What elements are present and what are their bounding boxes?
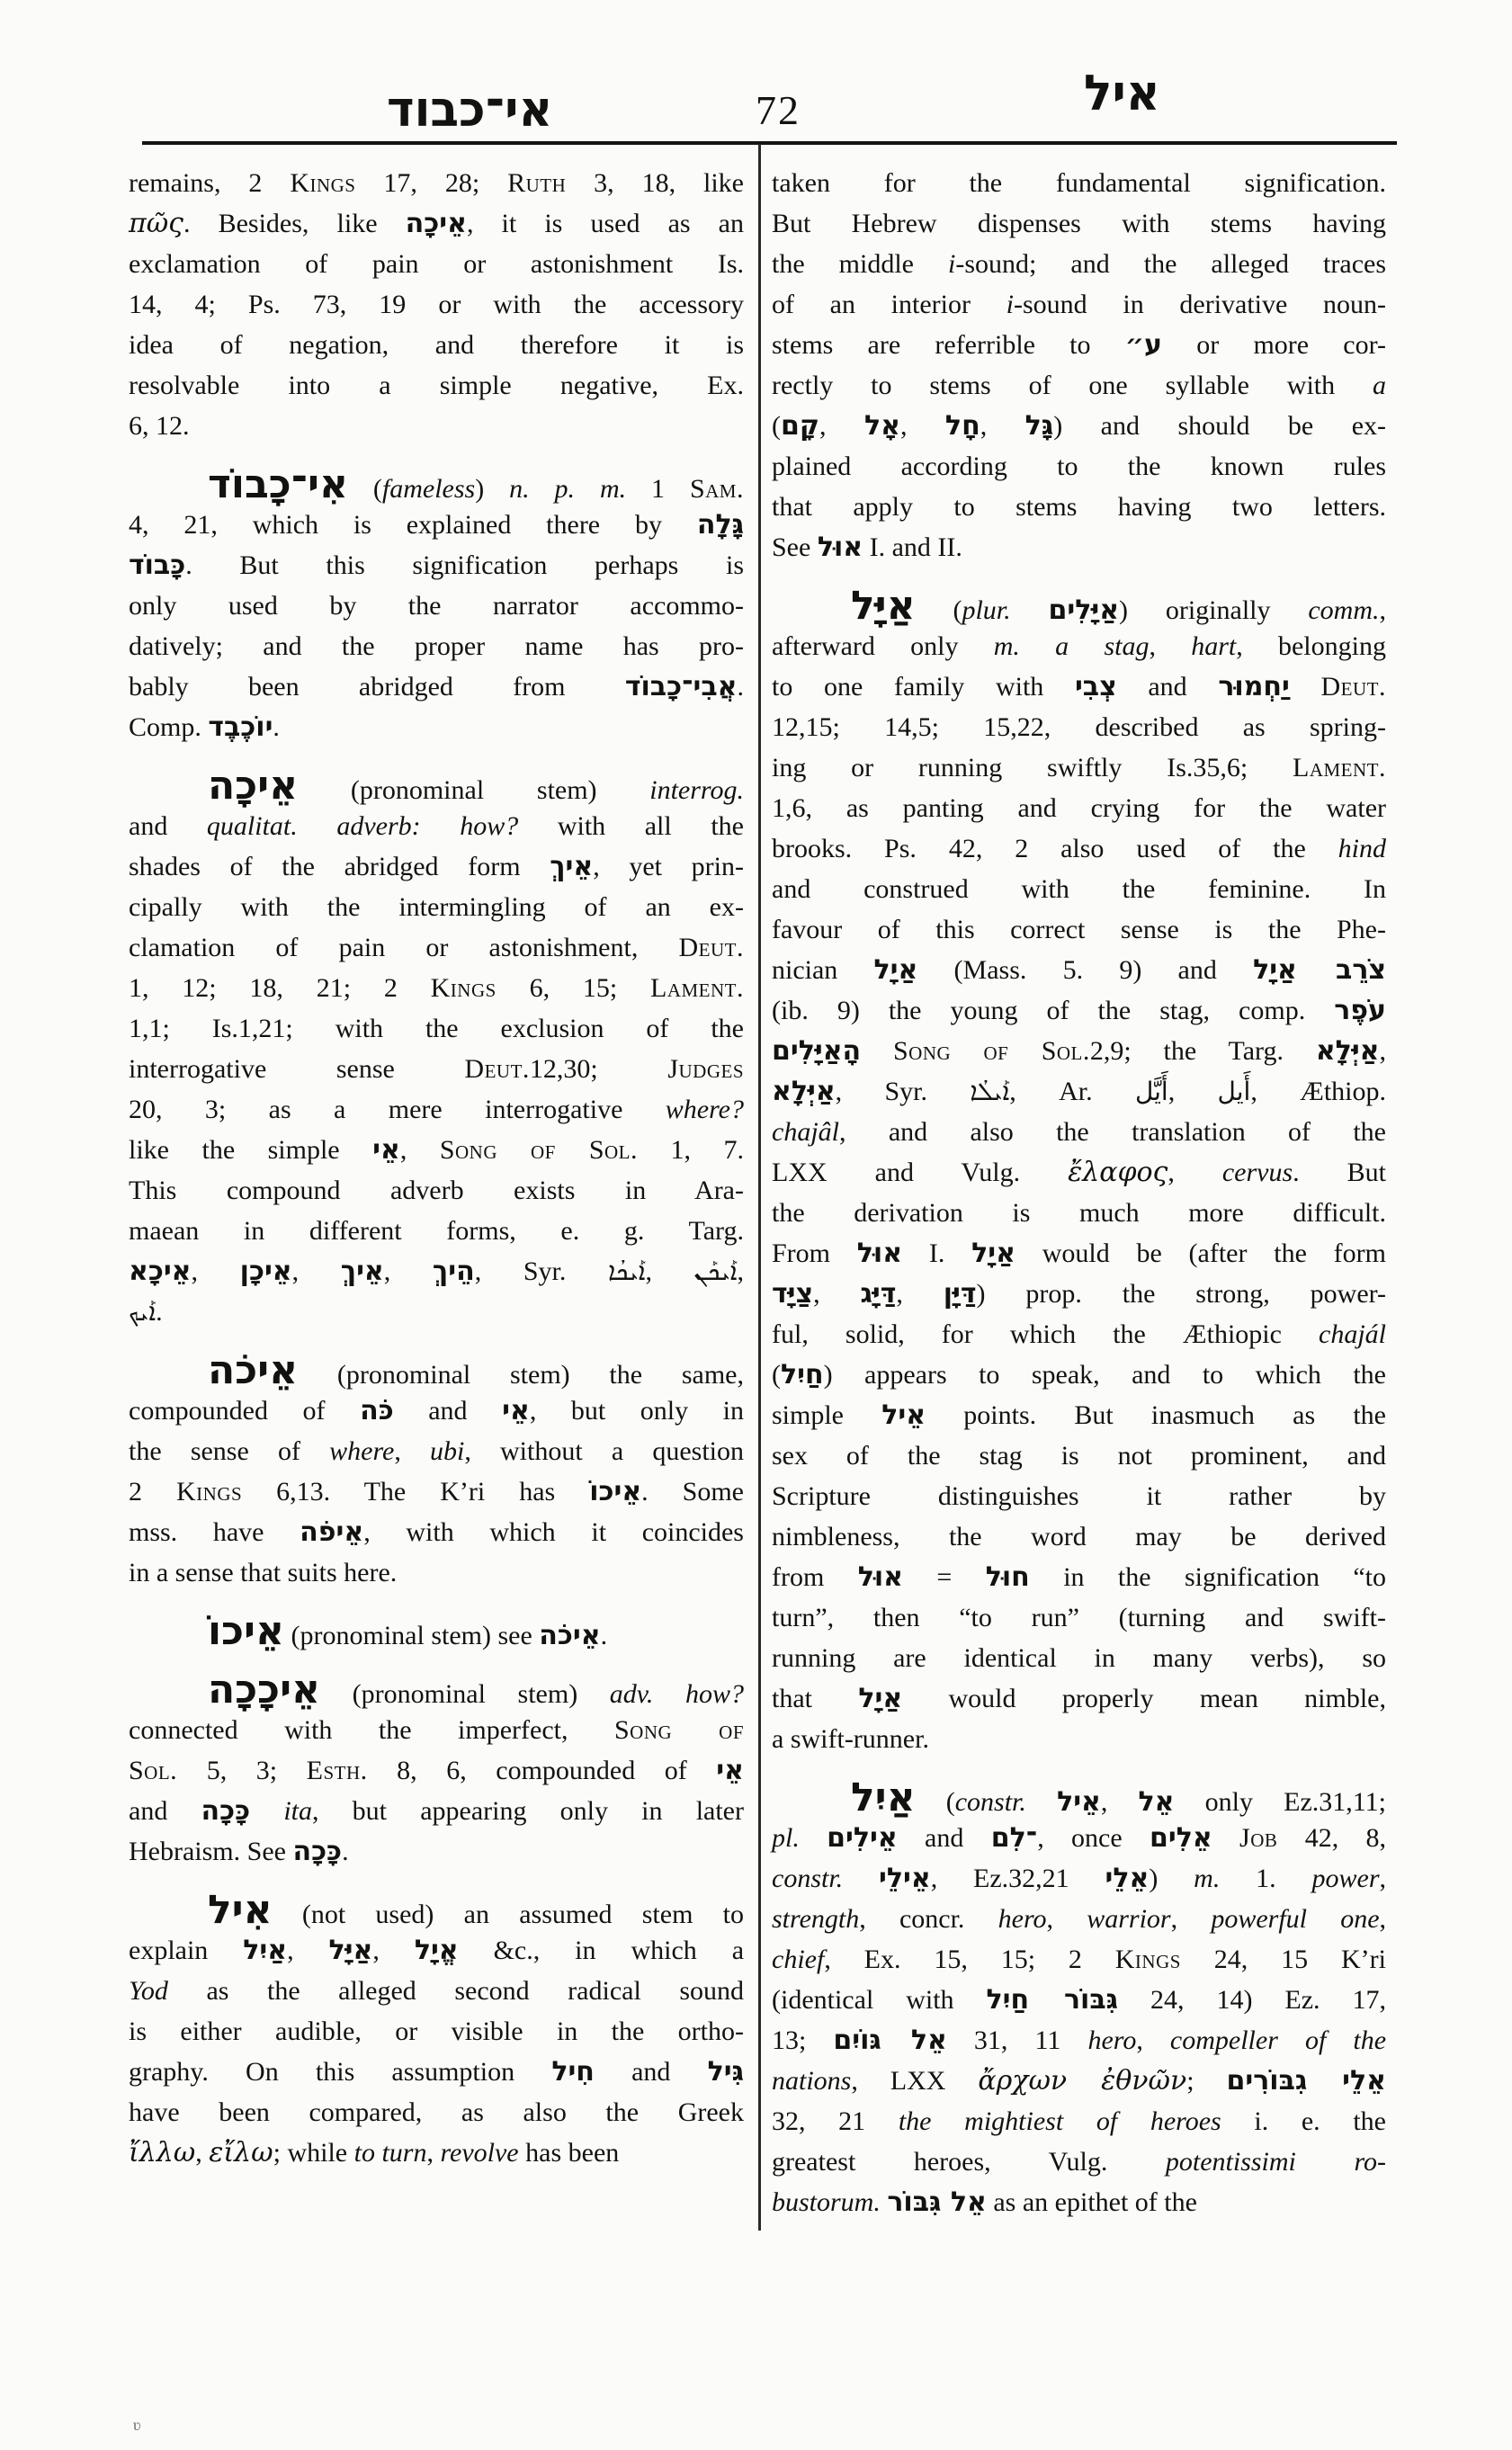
text-line: Hebraism. See כָּכָה. <box>129 1836 349 1867</box>
hebrew-headword: אֵיכוֹ <box>208 1608 285 1654</box>
italic-text: qualitat. adverb: how? <box>206 811 519 841</box>
text-line: that אַיָל would properly mean nimble, <box>772 1683 1386 1714</box>
text-line: אַיָּל (plur. אַיָּלִים) originally comm., <box>851 583 1387 629</box>
text-line: simple אֵיל points. But inasmuch as the <box>772 1399 1387 1431</box>
small-caps-reference: Song of Sol. <box>439 1135 639 1165</box>
small-caps-reference: Song of Sol. <box>893 1036 1090 1066</box>
text-line: brooks. Ps. 42, 2 also used of the hind <box>772 834 1386 863</box>
text-line: to one family with צְבִי and יַחְמוּר Deut. <box>772 671 1387 702</box>
text-line: favour of this correct sense is the Phe- <box>772 915 1386 944</box>
small-caps-reference: Kings <box>290 168 356 198</box>
text-line: a swift-runner. <box>772 1724 929 1754</box>
italic-text: plur. <box>962 595 1011 625</box>
text-line: 13; אֵל גּוֹיִם 31, 11 hero, compeller of the <box>772 2025 1387 2056</box>
text-line: clamation of pain or astonishment, Deut. <box>129 933 744 962</box>
italic-text: the mightiest of heroes <box>898 2106 1221 2136</box>
text-line: bably been abridged from אֲבִי־כָבוֹד. <box>129 671 744 702</box>
text-line: greatest heroes, Vulg. potentissimi ro- <box>772 2147 1386 2177</box>
text-line: constr. אֵילֵי, Ez.32,21 אֵלֵי) m. 1. power, <box>772 1863 1386 1894</box>
italic-text: interrog. <box>649 775 744 805</box>
hebrew-word: אַיְּלָא <box>772 1076 836 1107</box>
italic-text: powerful one <box>1211 1904 1380 1934</box>
text-line: 1,1; Is.1,21; with the exclusion of the <box>129 1014 744 1043</box>
hebrew-headword: אֵיכֹה <box>208 1347 299 1393</box>
text-line: chajâl, and also the translation of the <box>772 1117 1386 1147</box>
dictionary-paragraph <box>129 765 744 1332</box>
text-line: interrogative sense Deut.12,30; Judges <box>129 1054 745 1084</box>
italic-text: hart <box>1191 631 1237 661</box>
text-line: shades of the abridged form אֵיךְ, yet prin- <box>129 851 744 882</box>
hebrew-word: צַיָּד <box>772 1278 814 1310</box>
text-line: graphy. On this assumption חִיל and גִּיל <box>129 2056 744 2088</box>
hebrew-word: גָּלָה <box>696 509 744 541</box>
hebrew-headword: אַיָּל <box>851 583 916 629</box>
small-caps-reference: Kings <box>176 1477 243 1507</box>
hebrew-word: גָּל <box>1024 410 1054 442</box>
hebrew-word: אֵיךְ <box>550 851 594 882</box>
text-line: chief, Ex. 15, 15; 2 Kings 24, 15 K’ri <box>772 1945 1386 1974</box>
text-line: rectly to stems of one syllable with a <box>772 371 1386 400</box>
italic-text: ubi <box>430 1436 465 1466</box>
text-line: 1, 12; 18, 21; 2 Kings 6, 15; Lament. <box>129 973 744 1003</box>
text-line: This compound adverb exists in Ara- <box>129 1176 744 1205</box>
italic-text: fameless <box>381 474 476 504</box>
column-divider-rule <box>758 144 761 2231</box>
text-line: from אוּל = חוּל in the signification “to <box>772 1561 1386 1593</box>
stray-ink-mark: ʋ <box>133 2416 141 2434</box>
hebrew-word: צְבִי <box>1074 671 1117 702</box>
hebrew-word: קָם <box>781 410 819 442</box>
text-line: 1,6, as panting and crying for the water <box>772 793 1386 823</box>
italic-text: strength <box>772 1904 860 1934</box>
text-line: ing or running swiftly Is.35,6; Lament. <box>772 753 1386 782</box>
small-caps-reference: Sam. <box>689 474 744 504</box>
dictionary-paragraph <box>129 1669 744 1872</box>
text-line: exclamation of pain or astonishment Is. <box>129 249 744 279</box>
hebrew-word: אַיָל <box>873 954 918 986</box>
small-caps-reference: Esth. <box>306 1756 368 1785</box>
text-line: אִיל (not used) an assumed stem to <box>208 1887 744 1933</box>
text-line: nations, LXX ἄρχων ἐθνῶν; אֵלֵי גִבּוֹרִים <box>772 2065 1386 2097</box>
hebrew-word: יַחְמוּר <box>1218 671 1290 702</box>
italic-text: power <box>1311 1864 1380 1893</box>
text-line: (קָם, אָל, חָל, גָּל) and should be ex- <box>772 410 1387 442</box>
header-left-keyword: אי־כבוד <box>387 81 553 139</box>
italic-text: a <box>1373 371 1386 400</box>
italic-text: Yod <box>129 1976 168 2006</box>
text-line: צַיָּד, דַּיָּג, דַּיָּן) prop. the strong, power- <box>772 1278 1387 1310</box>
hebrew-word: אֵיכוֹ <box>589 1476 642 1507</box>
hebrew-word: חוּל <box>985 1561 1030 1593</box>
small-caps-reference: Sol. <box>129 1756 178 1785</box>
text-line: bustorum. אֵל גִּבּוֹר as an epithet of the <box>772 2186 1197 2218</box>
italic-text: chief <box>772 1945 825 1974</box>
hebrew-word: אַיְּלָא <box>1315 1035 1380 1067</box>
text-line: mss. have אֵיפֹה, with which it coincides <box>129 1516 744 1548</box>
hebrew-word: אַיָל <box>858 1683 903 1714</box>
hebrew-headword: אִיל <box>208 1887 273 1933</box>
hebrew-word: אֵלִים <box>1149 1822 1212 1854</box>
small-caps-reference: Kings <box>430 973 497 1003</box>
hebrew-word: אֵילִים <box>827 1822 898 1854</box>
text-line: the sense of where, ubi, without a question <box>129 1436 744 1466</box>
small-caps-reference: Kings <box>1114 1945 1181 1974</box>
text-line: (חַיִל) appears to speak, and to which the <box>772 1359 1386 1390</box>
text-line: 12,15; 14,5; 15,22, described as spring- <box>772 712 1386 742</box>
text-line: כָּבוֹד. But this signification perhaps is <box>129 550 744 581</box>
hebrew-word: חִיל <box>551 2056 595 2088</box>
hebrew-word: אֵי <box>372 1134 400 1166</box>
hebrew-word: אֵיכָה <box>405 208 467 239</box>
text-line: sex of the stag is not prominent, and <box>772 1441 1386 1471</box>
small-caps-reference: Lament. <box>1293 753 1386 782</box>
italic-text: n. p. m. <box>509 474 627 504</box>
page-number: 72 <box>756 87 801 133</box>
text-line: אֵיכָה (pronominal stem) interrog. <box>208 763 744 809</box>
italic-text: chajál <box>1319 1319 1386 1349</box>
dictionary-paragraph <box>772 583 1387 1759</box>
greek-word: ἔλαφος <box>1068 1157 1168 1188</box>
text-line: אֵיכֹה (pronominal stem) the same, <box>208 1347 744 1393</box>
italic-text: pl. <box>772 1823 800 1853</box>
italic-text: i <box>948 249 956 279</box>
text-line: 2 Kings 6,13. The K’ri has אֵיכוֹ. Some <box>129 1476 744 1507</box>
italic-text: cervus <box>1221 1158 1293 1187</box>
dictionary-paragraph <box>772 1777 1386 2222</box>
arabic-word: أَيَّل <box>1134 1077 1168 1106</box>
text-line: ful, solid, for which the Æthiopic chajál <box>772 1319 1386 1349</box>
text-line: strength, concr. hero, warrior, powerful one, <box>772 1904 1387 1934</box>
hebrew-word: אַיָּל <box>328 1935 373 1966</box>
hebrew-word: הָאַיָּלִים <box>772 1035 862 1067</box>
text-line: ܐܰܝܟ. <box>129 1297 163 1327</box>
italic-text: adv. how? <box>609 1679 744 1709</box>
hebrew-word: אֵיל <box>1057 1786 1101 1818</box>
text-line: nimbleness, the word may be derived <box>772 1522 1386 1551</box>
hebrew-word: כָּכָה <box>201 1795 251 1827</box>
text-line: From אוּל I. אַיָל would be (after the form <box>772 1238 1386 1269</box>
text-line: idea of negation, and therefore it is <box>129 330 744 360</box>
header-right-keyword: איל <box>1084 65 1160 122</box>
small-caps-reference: Song of <box>613 1715 745 1745</box>
hebrew-word: גִּבּוֹר חַיִל <box>986 1984 1119 2016</box>
hebrew-word: אֵיל <box>881 1399 926 1431</box>
hebrew-word: אֵיפֹה <box>300 1516 364 1548</box>
text-line: resolvable into a simple negative, Ex. <box>129 371 744 400</box>
hebrew-word: אֵלֵי גִבּוֹרִים <box>1226 2065 1386 2097</box>
syriac-word: ܐܰܝܟܰܢ <box>693 1256 738 1286</box>
hebrew-headword: אַיִל <box>851 1775 916 1820</box>
syriac-word: ܐܰܝܟܳܐ <box>608 1256 646 1286</box>
text-line: have been compared, as also the Greek <box>129 2097 744 2127</box>
text-line: πῶς. Besides, like אֵיכָה, it is used as an <box>129 208 744 239</box>
italic-text: nations <box>772 2066 852 2096</box>
text-line: אִי־כָבוֹד (fameless) n. p. m. 1 Sam. <box>208 461 744 507</box>
hebrew-word: אֲבִי־כָבוֹד <box>624 671 738 702</box>
small-caps-reference: Job <box>1239 1823 1278 1853</box>
italic-text: i <box>1006 290 1015 319</box>
text-line: and qualitat. adverb: how? with all the <box>129 811 744 841</box>
hebrew-word: אֵיכָא <box>129 1256 192 1287</box>
text-line: LXX and Vulg. ἔλαφος, cervus. But <box>772 1157 1386 1188</box>
text-line: 14, 4; Ps. 73, 19 or with the accessory <box>129 290 744 319</box>
syriac-word: ܐܰܝܟ <box>129 1297 157 1327</box>
text-line: (ib. 9) the young of the stag, comp. עֹפֶר <box>772 995 1386 1026</box>
text-line: plained according to the known rules <box>772 452 1386 481</box>
text-line: Scripture distinguishes it rather by <box>772 1481 1386 1511</box>
text-line: אַיִל (constr. אֵיל, אֵל only Ez.31,11; <box>851 1775 1386 1820</box>
text-line: taken for the fundamental signification. <box>772 168 1386 198</box>
small-caps-reference: Ruth <box>507 168 567 198</box>
hebrew-word: אֵלֵי <box>1105 1863 1150 1894</box>
text-line: 4, 21, which is explained there by גָּלָה <box>129 509 744 541</box>
text-line: remains, 2 Kings 17, 28; Ruth 3, 18, like <box>129 168 744 198</box>
text-line: nician אַיָל (Mass. 5. 9) and צֹרֵב אַיָל <box>772 954 1386 986</box>
hebrew-word: גִּיל <box>707 2056 744 2088</box>
italic-text: revolve <box>440 2138 519 2168</box>
header-rule <box>142 141 1397 145</box>
italic-text: constr. <box>954 1787 1026 1817</box>
dictionary-paragraph <box>772 163 1386 568</box>
text-line: But Hebrew dispenses with stems having <box>772 209 1386 238</box>
hebrew-word: אֵילֵי <box>879 1863 931 1894</box>
text-line: Yod as the alleged second radical sound <box>129 1976 744 2006</box>
text-line: turn”, then “to run” (turning and swift- <box>772 1603 1386 1632</box>
text-line: pl. אֵילִים and ־לִם, once אֵלִים Job 42, 8, <box>772 1822 1387 1854</box>
text-line: (identical with גִּבּוֹר חַיִל 24, 14) Ez. 17, <box>772 1984 1386 2016</box>
text-line: in a sense that suits here. <box>129 1558 398 1587</box>
dictionary-paragraph <box>129 1887 745 2173</box>
text-line: אַיְּלָא, Syr. ܐܰܝܠܳܐ, Ar. أَيَّل, أَيل, Æthiop. <box>772 1076 1386 1107</box>
text-line: אֵיכוֹ (pronominal stem) see אֵיכֹה. <box>208 1608 608 1654</box>
text-line: that apply to stems having two letters. <box>772 492 1386 522</box>
italic-text: bustorum. <box>772 2187 881 2217</box>
text-line: Sol. 5, 3; Esth. 8, 6, compounded of אֵי <box>129 1755 744 1786</box>
text-line: afterward only m. a stag, hart, belonging <box>772 631 1386 661</box>
italic-text: hind <box>1338 834 1386 863</box>
hebrew-word: חַיִל <box>781 1359 824 1390</box>
italic-text: where? <box>665 1095 744 1124</box>
hebrew-word: עֹפֶר <box>1334 995 1386 1026</box>
hebrew-headword: אֵיכָה <box>208 763 299 809</box>
hebrew-word: אֵיכֹה <box>539 1620 601 1651</box>
arabic-word: أَيل <box>1217 1077 1251 1106</box>
text-line: and כָּכָה ita, but appearing only in later <box>129 1795 744 1827</box>
text-line: compounded of כֹּה and אֵי, but only in <box>129 1395 744 1426</box>
text-line: is either audible, or visible in the ortho- <box>129 2016 744 2046</box>
text-line: הָאַיָּלִים Song of Sol.2,9; the Targ. אַיְּלָא, <box>772 1035 1387 1067</box>
text-line: connected with the imperfect, Song of <box>129 1715 745 1745</box>
hebrew-word: דַּיָּג <box>860 1278 897 1310</box>
hebrew-word: כָּבוֹד <box>129 550 186 581</box>
page-header <box>0 65 1512 142</box>
italic-text: ita <box>283 1796 312 1826</box>
right-column <box>772 163 1386 2222</box>
hebrew-word: אוּל <box>817 532 863 563</box>
hebrew-word: הֵיךְ <box>432 1256 475 1287</box>
hebrew-word: אֵל גִּבּוֹר <box>887 2186 987 2218</box>
hebrew-word: אֵי <box>502 1395 530 1426</box>
text-line: datively; and the proper name has pro- <box>129 631 744 661</box>
text-line: cipally with the intermingling of an ex- <box>129 892 744 922</box>
hebrew-word: כָּכָה <box>292 1836 343 1867</box>
greek-word: ἴλλω <box>129 2137 196 2168</box>
text-line: See אוּל I. and II. <box>772 532 962 563</box>
hebrew-word: יוֹכֶבֶד <box>208 711 273 743</box>
text-line: the derivation is much more difficult. <box>772 1198 1386 1228</box>
small-caps-reference: Lament. <box>650 973 744 1003</box>
dictionary-paragraph <box>129 1347 744 1593</box>
hebrew-word: אַיִל <box>243 1935 288 1966</box>
text-line: of an interior i-sound in derivative noun- <box>772 290 1387 319</box>
dictionary-paragraph <box>129 461 744 747</box>
italic-text: comm. <box>1308 595 1380 625</box>
hebrew-word: אֵיךְ <box>340 1256 384 1287</box>
greek-word: εἴλω <box>209 2137 273 2168</box>
hebrew-word: אֵל גּוֹיִם <box>833 2025 947 2056</box>
hebrew-word: צֹרֵב אַיָל <box>1253 954 1386 986</box>
left-column <box>129 163 744 2173</box>
italic-text: potentissimi ro- <box>1165 2147 1386 2177</box>
text-line: like the simple אֵי, Song of Sol. 1, 7. <box>129 1134 745 1166</box>
syriac-word: ܐܰܝܠܳܐ <box>970 1077 1010 1106</box>
small-caps-reference: Deut. <box>1320 672 1387 702</box>
italic-text: hero <box>1087 2025 1137 2055</box>
text-line: אֵיכָא, אֵיכָן, אֵיךְ, הֵיךְ, Syr. ܐܰܝܟܳܐ, ܐܰܝܟܰܢ, <box>129 1256 745 1287</box>
hebrew-word: אָל <box>863 410 900 442</box>
hebrew-word: אוּל <box>856 1238 903 1269</box>
text-line: 32, 21 the mightiest of heroes i. e. the <box>772 2106 1387 2136</box>
text-line: Comp. יוֹכֶבֶד. <box>129 711 280 743</box>
text-line: running are identical in many verbs), so <box>772 1643 1386 1673</box>
greek-word: πῶς <box>129 208 183 239</box>
hebrew-headword: אִי־כָבוֹד <box>208 461 348 507</box>
hebrew-headword: אֵיכָכָה <box>208 1667 321 1712</box>
italic-text: chajâl <box>772 1117 839 1147</box>
hebrew-word: אֵיכָן <box>239 1256 292 1287</box>
dictionary-paragraph <box>129 1608 744 1654</box>
hebrew-word: ־לִם <box>990 1822 1038 1854</box>
text-line: explain אַיִל, אַיָּל, אֱיָל &c., in which a <box>129 1935 745 1966</box>
italic-text: m. a stag <box>993 631 1150 661</box>
text-line: only used by the narrator accommo- <box>129 591 744 621</box>
small-caps-reference: Deut. <box>464 1054 530 1084</box>
italic-text: where <box>329 1436 395 1466</box>
hebrew-word: אוּל <box>857 1561 904 1593</box>
text-line: 6, 12. <box>129 411 190 441</box>
hebrew-word: דַּיָּן <box>943 1278 977 1310</box>
text-line: stems are referrible to ע״ or more cor- <box>772 329 1386 361</box>
italic-text: to turn <box>353 2138 427 2168</box>
hebrew-word: אַיָל <box>971 1238 1015 1269</box>
hebrew-word: חָל <box>944 410 980 442</box>
text-line: maean in different forms, e. g. Targ. <box>129 1216 744 1246</box>
greek-word: ἄρχων ἐθνῶν <box>978 2065 1187 2097</box>
hebrew-word: ע״ <box>1124 329 1163 361</box>
hebrew-word: אֱיָל <box>414 1935 459 1966</box>
hebrew-word: אֵל <box>1138 1786 1175 1818</box>
text-line: 20, 3; as a mere interrogative where? <box>129 1095 744 1124</box>
italic-text: m. <box>1194 1864 1221 1893</box>
text-line: the middle i-sound; and the alleged traces <box>772 249 1386 279</box>
dictionary-paragraph <box>129 163 744 446</box>
hebrew-word: אַיָּלִים <box>1048 595 1120 626</box>
small-caps-reference: Deut. <box>678 933 744 962</box>
small-caps-reference: Judges <box>667 1054 745 1084</box>
italic-text: compeller of the <box>1169 2025 1387 2055</box>
text-line: אֵיכָכָה (pronominal stem) adv. how? <box>208 1667 744 1712</box>
hebrew-word: אֵי <box>716 1755 744 1786</box>
text-line: ἴλλω, εἴλω; while to turn, revolve has been <box>129 2137 620 2168</box>
italic-text: hero <box>998 1904 1047 1934</box>
hebrew-word: כֹּה <box>360 1395 394 1426</box>
italic-text: constr. <box>772 1864 844 1893</box>
text-line: and construed with the feminine. In <box>772 874 1386 904</box>
italic-text: warrior <box>1087 1904 1171 1934</box>
